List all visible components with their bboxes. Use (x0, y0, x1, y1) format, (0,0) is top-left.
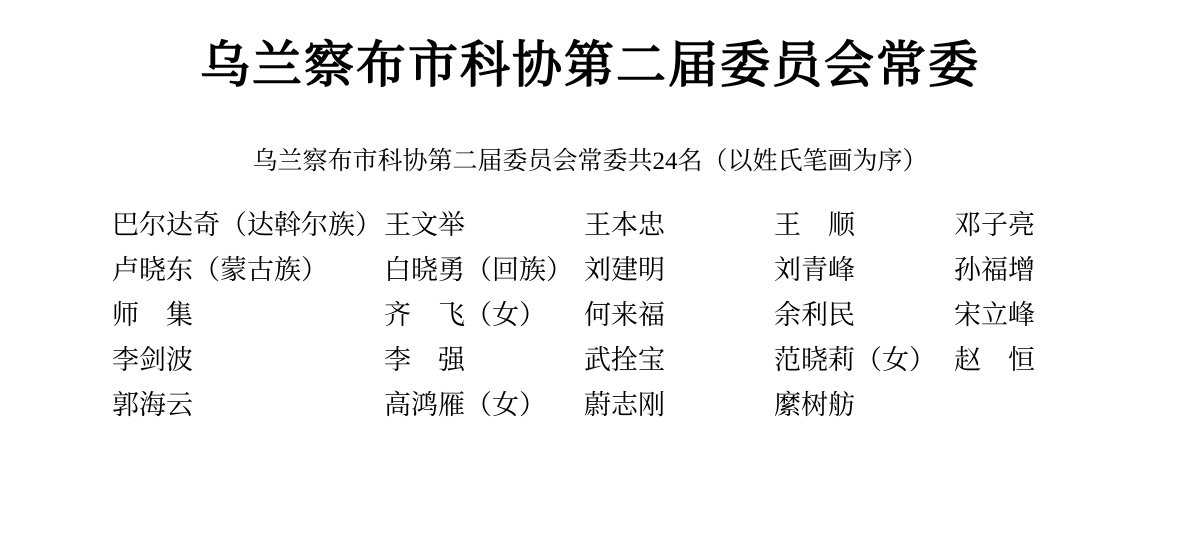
roster-name: 齐 飞（女） (384, 300, 546, 330)
document-page (0, 38, 1180, 538)
roster-name: 刘建明 (584, 255, 665, 285)
table-row (112, 203, 1120, 248)
roster-name: 王 顺 (774, 210, 855, 240)
roster-name: 王本忠 (584, 210, 665, 240)
page-subtitle: 乌兰察布市科协第二届委员会常委共24名（以姓氏笔画为序） (252, 148, 928, 175)
roster-name: 范晓莉（女） (774, 345, 936, 375)
roster-name: 孙福增 (954, 255, 1035, 285)
roster-name: 白晓勇（回族） (384, 255, 573, 285)
roster-name: 武拴宝 (584, 345, 665, 375)
roster-name: 余利民 (774, 300, 855, 330)
table-row (112, 383, 1120, 428)
roster-name: 巴尔达奇（达斡尔族） (112, 210, 382, 240)
roster-name: 蔚志刚 (584, 390, 665, 420)
roster-name: 师 集 (112, 300, 193, 330)
roster-name: 卢晓东（蒙古族） (112, 255, 328, 285)
roster-name: 李剑波 (112, 345, 193, 375)
roster-name: 李 强 (384, 345, 465, 375)
roster-name: 王文举 (384, 210, 465, 240)
roster-name: 宋立峰 (954, 300, 1035, 330)
table-row (112, 338, 1120, 383)
roster-name: 高鸿雁（女） (384, 390, 546, 420)
table-row (112, 293, 1120, 338)
table-row (112, 248, 1120, 293)
roster-list (0, 203, 1180, 428)
roster-name: 邓子亮 (954, 210, 1035, 240)
roster-name: 刘青峰 (774, 255, 855, 285)
page-title: 乌兰察布市科协第二届委员会常委 (200, 37, 980, 93)
roster-name: 何来福 (584, 300, 665, 330)
roster-name: 縻树舫 (774, 390, 855, 420)
roster-name: 赵 恒 (954, 345, 1035, 375)
roster-name: 郭海云 (112, 390, 193, 420)
